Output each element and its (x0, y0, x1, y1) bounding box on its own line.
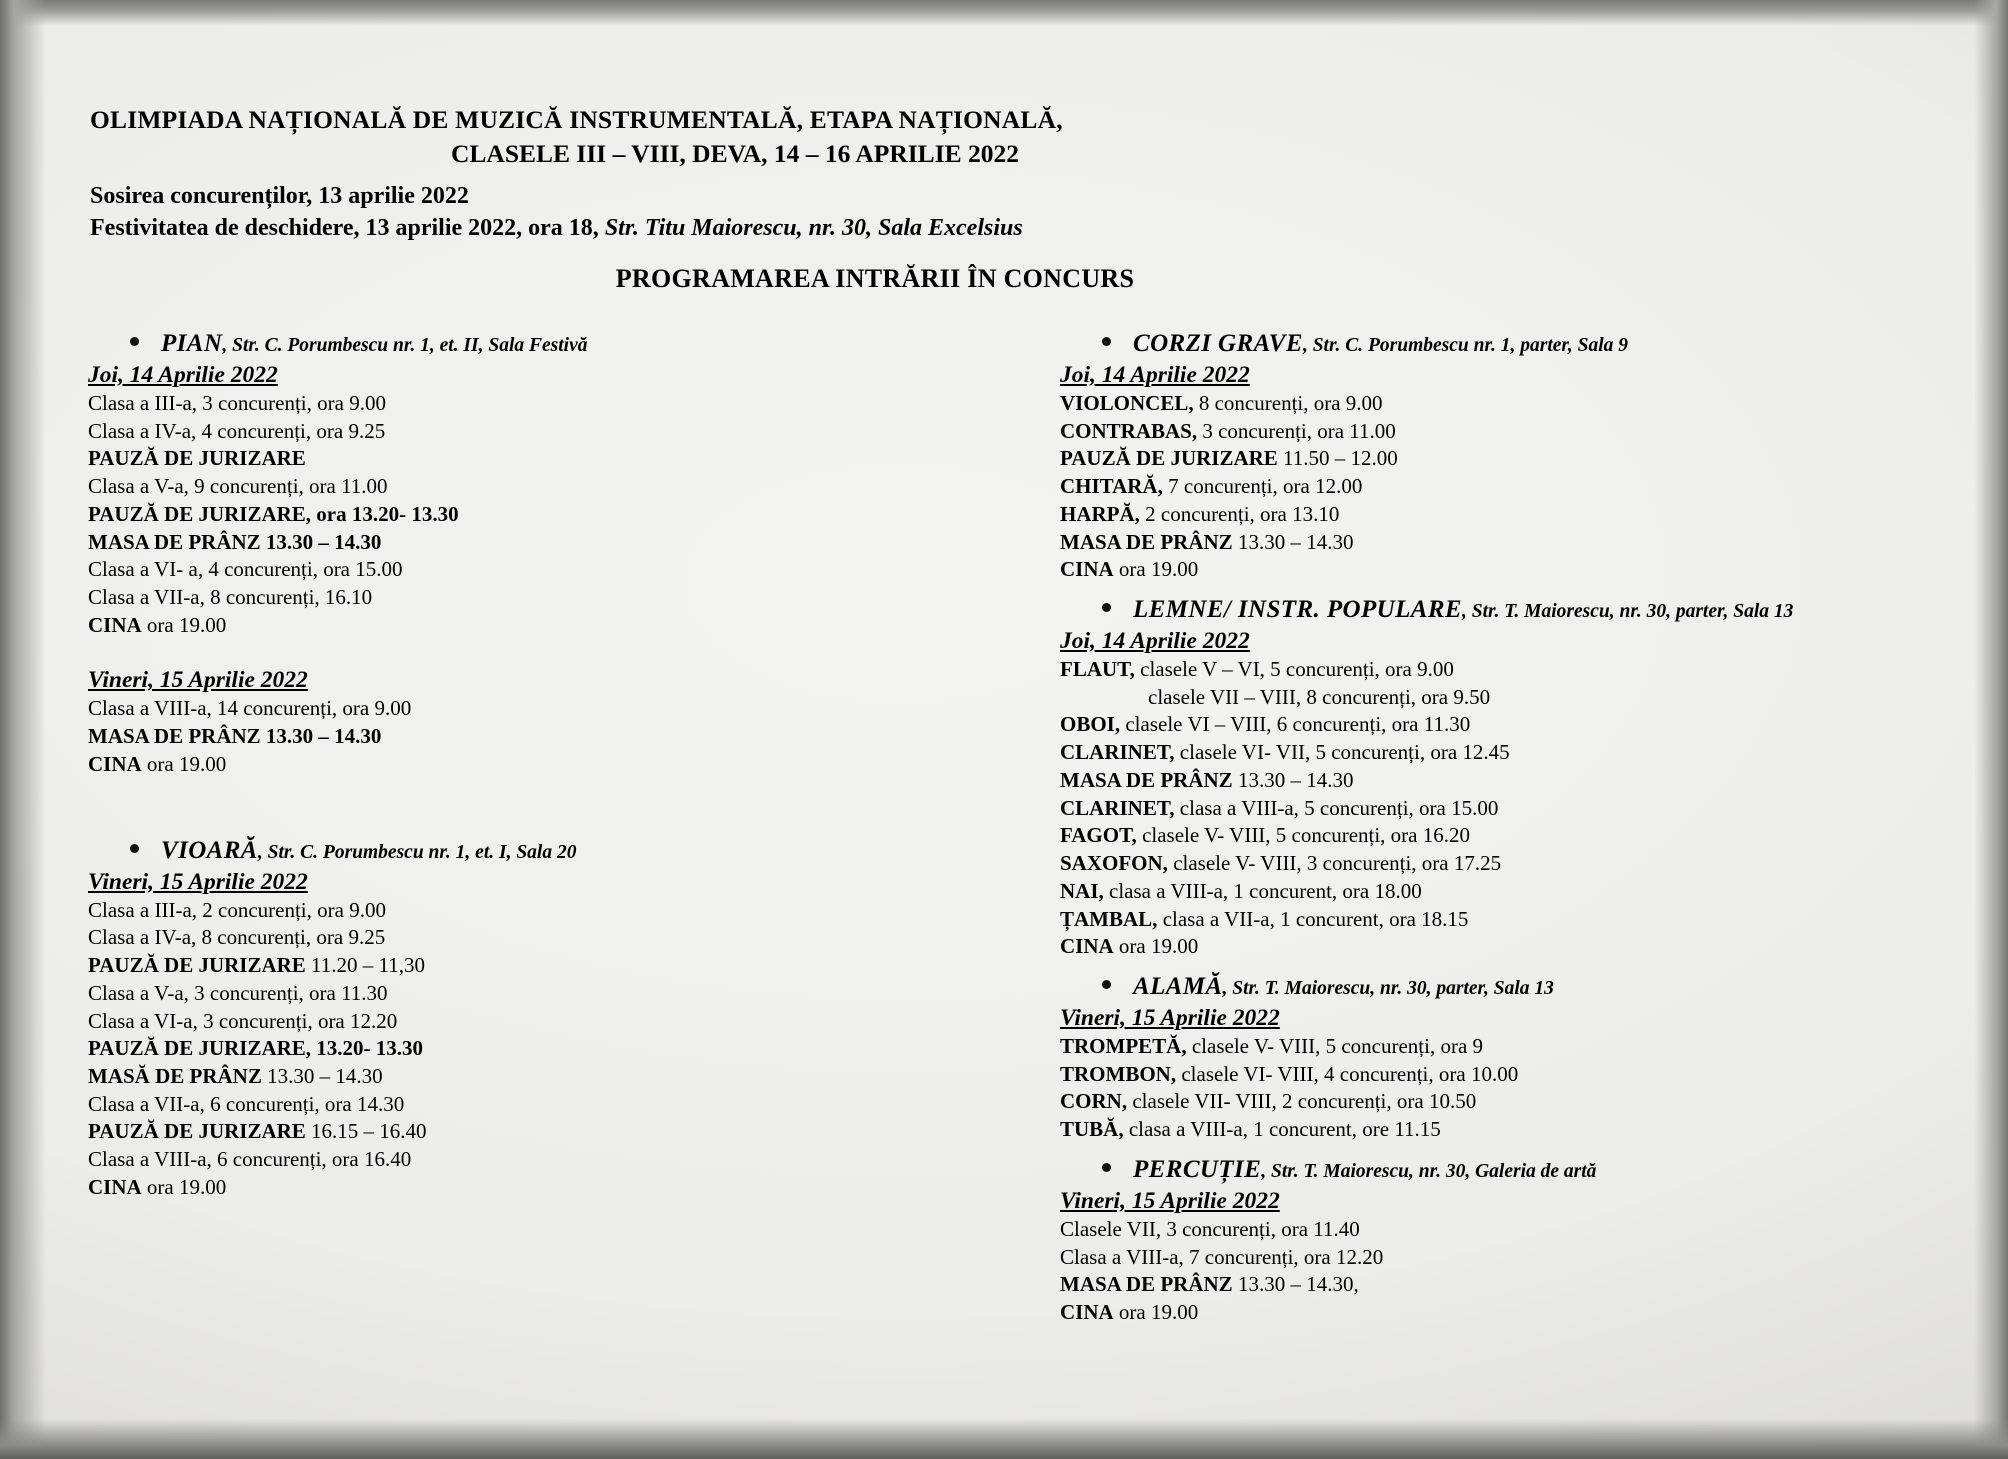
schedule-date-row (88, 360, 988, 390)
schedule-line: Clasa a III-a, 2 concurenți, ora 9.00 (88, 897, 386, 922)
schedule-line-detail: clasa a VIII-a, 5 concurenți, ora 15.00 (1174, 795, 1499, 820)
schedule-date: Vineri, 15 Aprilie 2022 (1060, 1004, 1280, 1031)
schedule-line-detail: clasele VI- VII, 5 concurenți, ora 12.45 (1174, 740, 1510, 765)
schedule-line-label: PAUZĂ DE JURIZARE (88, 1119, 306, 1144)
bullet-icon (1102, 1163, 1111, 1172)
schedule-line-detail: ora 19.00 (1113, 934, 1199, 959)
schedule-line-label: HARPĂ, (1060, 501, 1140, 526)
schedule-line-bold: PAUZĂ DE JURIZARE, 13.20- 13.30 (88, 1036, 424, 1061)
left-column (88, 330, 988, 1204)
instrument-section (1060, 596, 1990, 961)
schedule-line (1060, 556, 1990, 584)
opening-ceremony-info (90, 215, 1890, 242)
schedule-date: Joi, 14 Aprilie 2022 (88, 362, 278, 388)
schedule-line-bold: PAUZĂ DE JURIZARE (88, 446, 306, 471)
schedule-line-detail: clasele V- VIII, 3 concurenți, ora 17.25 (1167, 851, 1502, 876)
schedule-line (1060, 1271, 1990, 1299)
schedule-line-label: CINA (1060, 1299, 1114, 1324)
schedule-line-detail: 11.20 – 11,30 (305, 953, 425, 978)
schedule-line-detail: clasele VII- VIII, 2 concurenți, ora 10.50 (1127, 1089, 1477, 1114)
section-instrument-name: ALAMĂ (1133, 972, 1223, 1000)
program-heading: PROGRAMAREA INTRĂRII ÎN CONCURS (615, 264, 1135, 293)
schedule-line-label: VIOLONCEL, (1060, 391, 1194, 415)
schedule-date: Vineri, 15 Aprilie 2022 (88, 868, 308, 895)
schedule-line-label: NAI, (1060, 878, 1104, 903)
schedule-line-detail: 8 concurenți, ora 9.00 (1193, 391, 1383, 415)
schedule-line (1060, 473, 1990, 501)
schedule-line (1060, 684, 1990, 712)
section-location: , Str. C. Porumbescu nr. 1, parter, Sala 9 (1302, 335, 1629, 356)
section-header (130, 330, 988, 358)
section-header (1102, 1156, 1990, 1184)
section-instrument-name: CORZI GRAVE (1133, 330, 1303, 357)
schedule-line (88, 1174, 988, 1202)
right-column (1060, 330, 1990, 1329)
schedule-date-row (88, 867, 988, 897)
schedule-line-detail: ora 19.00 (1113, 557, 1199, 582)
section-header (130, 837, 988, 865)
schedule-line-label: CORN, (1060, 1089, 1128, 1114)
schedule-line (1060, 906, 1990, 934)
schedule-line-bold: PAUZĂ DE JURIZARE, ora 13.20- 13.30 (88, 501, 459, 526)
schedule-line-bold: MASA DE PRÂNZ 13.30 – 14.30 (88, 724, 382, 749)
schedule-line-detail: 3 concurenți, ora 11.00 (1197, 418, 1396, 443)
schedule-line-label: CINA (88, 751, 142, 776)
schedule-line: Clasa a V-a, 3 concurenți, ora 11.30 (88, 980, 388, 1005)
schedule-date: Vineri, 15 Aprilie 2022 (1060, 1187, 1280, 1214)
schedule-line-detail: 16.15 – 16.40 (305, 1119, 427, 1144)
schedule-line-label: OBOI, (1060, 712, 1121, 737)
schedule-date-row (1060, 626, 1990, 656)
schedule-date: Joi, 14 Aprilie 2022 (1060, 362, 1250, 388)
schedule-line-label: CINA (1060, 557, 1114, 582)
schedule-line-detail: 13.30 – 14.30, (1232, 1272, 1359, 1297)
schedule-line-label: CONTRABAS, (1060, 418, 1198, 443)
schedule-line-detail: ora 19.00 (141, 1174, 227, 1199)
schedule-line-detail: 2 concurenți, ora 13.10 (1139, 501, 1340, 526)
schedule-line-label: ȚAMBAL, (1060, 906, 1158, 931)
section-header (1102, 973, 1990, 1001)
document-title-line-2: CLASELE III – VIII, DEVA, 14 – 16 APRILIE 2022 (451, 139, 1019, 168)
schedule-line-detail: 13.30 – 14.30 (1232, 529, 1354, 554)
section-location: , Str. T. Maiorescu, nr. 30, Galeria de artă (1261, 1160, 1597, 1182)
schedule-line-detail: 11.50 – 12.00 (1277, 446, 1398, 471)
schedule-line (1060, 501, 1990, 529)
schedule-date: Vineri, 15 Aprilie 2022 (88, 667, 308, 694)
schedule-line (1060, 390, 1990, 418)
schedule-line-label: SAXOFON, (1060, 851, 1168, 876)
schedule-line-label: CHITARĂ, (1060, 474, 1163, 499)
schedule-line-detail: clasele VI – VIII, 6 concurenți, ora 11.30 (1120, 712, 1471, 737)
schedule-line (88, 612, 988, 640)
instrument-section (1060, 330, 1990, 584)
instrument-section (1060, 1156, 1990, 1327)
schedule-line: Clasa a IV-a, 4 concurenți, ora 9.25 (88, 418, 386, 443)
schedule-line (1060, 739, 1990, 767)
schedule-line (88, 529, 988, 557)
schedule-line-detail: clasa a VIII-a, 1 concurent, ore 11.15 (1123, 1117, 1441, 1142)
section-location: , Str. C. Porumbescu nr. 1, et. I, Sala 20 (257, 841, 577, 863)
section-instrument-name: PIAN (161, 330, 223, 357)
bullet-icon (1102, 980, 1111, 989)
schedule-line-label: TROMBON, (1060, 1061, 1177, 1086)
schedule-line-detail: Clasele VII, 3 concurenți, ora 11.40 (1060, 1216, 1360, 1241)
schedule-line-detail: ora 19.00 (1113, 1299, 1199, 1324)
section-location: , Str. T. Maiorescu, nr. 30, parter, Sala 13 (1222, 977, 1554, 999)
schedule-line (1060, 767, 1990, 795)
spacer (88, 781, 988, 837)
schedule-line (88, 751, 988, 779)
section-instrument-name: LEMNE/ INSTR. POPULARE (1133, 596, 1462, 624)
section-instrument-name: PERCUȚIE (1133, 1155, 1262, 1183)
schedule-line (1060, 1061, 1990, 1089)
schedule-line: Clasa a IV-a, 8 concurenți, ora 9.25 (88, 925, 386, 950)
spacer (1060, 586, 1990, 596)
schedule-line-detail: clasele VII – VIII, 8 concurenți, ora 9.50 (1148, 684, 1491, 709)
instrument-section (88, 330, 988, 779)
bullet-icon (1102, 337, 1111, 346)
schedule-line-detail: clasa a VIII-a, 1 concurent, ora 18.00 (1103, 878, 1422, 903)
schedule-line-label: CINA (88, 612, 142, 637)
schedule-line-detail: ora 19.00 (141, 612, 227, 637)
bullet-icon (1102, 603, 1111, 612)
schedule-line-detail: clasele V- VIII, 5 concurenți, ora 9 (1186, 1033, 1484, 1058)
document-title-line-1: OLIMPIADA NAȚIONALĂ DE MUZICĂ INSTRUMENTALĂ, ETAPA NAȚIONALĂ, (90, 105, 1063, 134)
section-location: , Str. T. Maiorescu, nr. 30, parter, Sala 13 (1461, 601, 1794, 623)
schedule-line-label: CLARINET, (1060, 740, 1175, 765)
schedule-line-detail: clasa a VII-a, 1 concurent, ora 18.15 (1157, 906, 1469, 931)
schedule-line: Clasa a VI-a, 3 concurenți, ora 12.20 (88, 1008, 398, 1033)
schedule-line: Clasa a VII-a, 6 concurenți, ora 14.30 (88, 1091, 405, 1116)
schedule-line (88, 952, 988, 980)
schedule-date-row (1060, 360, 1990, 390)
schedule-line (88, 1063, 988, 1091)
schedule-line: Clasa a V-a, 9 concurenți, ora 11.00 (88, 474, 388, 499)
schedule-line (1060, 418, 1990, 446)
schedule-line-detail: clasele V- VIII, 5 concurenți, ora 16.20 (1136, 823, 1470, 848)
schedule-date-row (1060, 1186, 1990, 1216)
schedule-line-detail: clasele V – VI, 5 concurenți, ora 9.00 (1134, 657, 1454, 682)
instrument-section (1060, 973, 1990, 1144)
schedule-line-detail: Clasa a VIII-a, 7 concurenți, ora 12.20 (1060, 1244, 1384, 1269)
spacer (1060, 1146, 1990, 1156)
opening-ceremony-location: Str. Titu Maiorescu, nr. 30, Sala Excelsius (604, 215, 1023, 241)
schedule-line-bold: MASA DE PRÂNZ 13.30 – 14.30 (88, 529, 382, 554)
schedule-line (1060, 1116, 1990, 1144)
schedule-line (1060, 529, 1990, 557)
section-header (1102, 596, 1990, 624)
schedule-line-detail: ora 19.00 (141, 751, 227, 776)
instrument-section (88, 837, 988, 1202)
schedule-line (88, 723, 988, 751)
schedule-line: Clasa a VIII-a, 6 concurenți, ora 16.40 (88, 1147, 412, 1172)
schedule-line-label: TROMPETĂ, (1060, 1033, 1187, 1058)
schedule-line-label: MASA DE PRÂNZ (1060, 529, 1233, 554)
bullet-icon (130, 337, 139, 346)
schedule-line-label: PAUZĂ DE JURIZARE (1060, 446, 1278, 471)
schedule-line-label: MASA DE PRÂNZ (1060, 767, 1233, 792)
schedule-line (1060, 795, 1990, 823)
schedule-line-detail: 13.30 – 14.30 (1232, 767, 1354, 792)
schedule-line-label: MASA DE PRÂNZ (1060, 1272, 1233, 1297)
arrival-info: Sosirea concurenților, 13 aprilie 2022 (90, 183, 469, 209)
schedule-line-label: TUBĂ, (1060, 1117, 1124, 1142)
schedule-date-row (88, 665, 988, 695)
schedule-line-label: CLARINET, (1060, 795, 1175, 820)
section-location: , Str. C. Porumbescu nr. 1, et. II, Sala Festivă (222, 335, 588, 356)
schedule-date: Joi, 14 Aprilie 2022 (1060, 628, 1250, 655)
schedule-line (1060, 1244, 1990, 1272)
schedule-line-label: CINA (88, 1174, 142, 1199)
schedule-line: Clasa a VIII-a, 14 concurenți, ora 9.00 (88, 696, 412, 721)
schedule-line (1060, 822, 1990, 850)
schedule-line (1060, 1033, 1990, 1061)
schedule-line-label: FAGOT, (1060, 823, 1137, 848)
schedule-line (1060, 1299, 1990, 1327)
bullet-icon (130, 844, 139, 853)
schedule-line-detail: 13.30 – 14.30 (261, 1063, 383, 1088)
spacer (88, 639, 988, 665)
schedule-line (1060, 445, 1990, 473)
section-header (1102, 330, 1990, 358)
schedule-line (1060, 933, 1990, 961)
schedule-line-detail: clasele VI- VIII, 4 concurenți, ora 10.00 (1176, 1061, 1519, 1086)
schedule-line (1060, 656, 1990, 684)
schedule-line-detail: 7 concurenți, ora 12.00 (1162, 474, 1363, 499)
schedule-line (1060, 1088, 1990, 1116)
schedule-line (1060, 878, 1990, 906)
schedule-line-label: FLAUT, (1060, 657, 1135, 682)
schedule-line (1060, 850, 1990, 878)
schedule-line-label: MASĂ DE PRÂNZ (88, 1063, 262, 1088)
schedule-line (88, 501, 988, 529)
section-instrument-name: VIOARĂ (161, 836, 258, 864)
schedule-line (88, 1035, 988, 1063)
schedule-line-label: CINA (1060, 934, 1114, 959)
schedule-line (88, 445, 988, 473)
schedule-line (1060, 1216, 1990, 1244)
schedule-line-label: PAUZĂ DE JURIZARE (88, 953, 306, 978)
header-block (90, 105, 1890, 294)
opening-ceremony-bold: Festivitatea de deschidere, 13 aprilie 2022, ora 18, (90, 215, 599, 241)
schedule-line: Clasa a III-a, 3 concurenți, ora 9.00 (88, 391, 386, 415)
schedule-line: Clasa a VI- a, 4 concurenți, ora 15.00 (88, 557, 403, 582)
schedule-date-row (1060, 1003, 1990, 1033)
spacer (1060, 963, 1990, 973)
schedule-line (88, 1118, 988, 1146)
schedule-line (1060, 711, 1990, 739)
schedule-line: Clasa a VII-a, 8 concurenți, 16.10 (88, 585, 373, 610)
